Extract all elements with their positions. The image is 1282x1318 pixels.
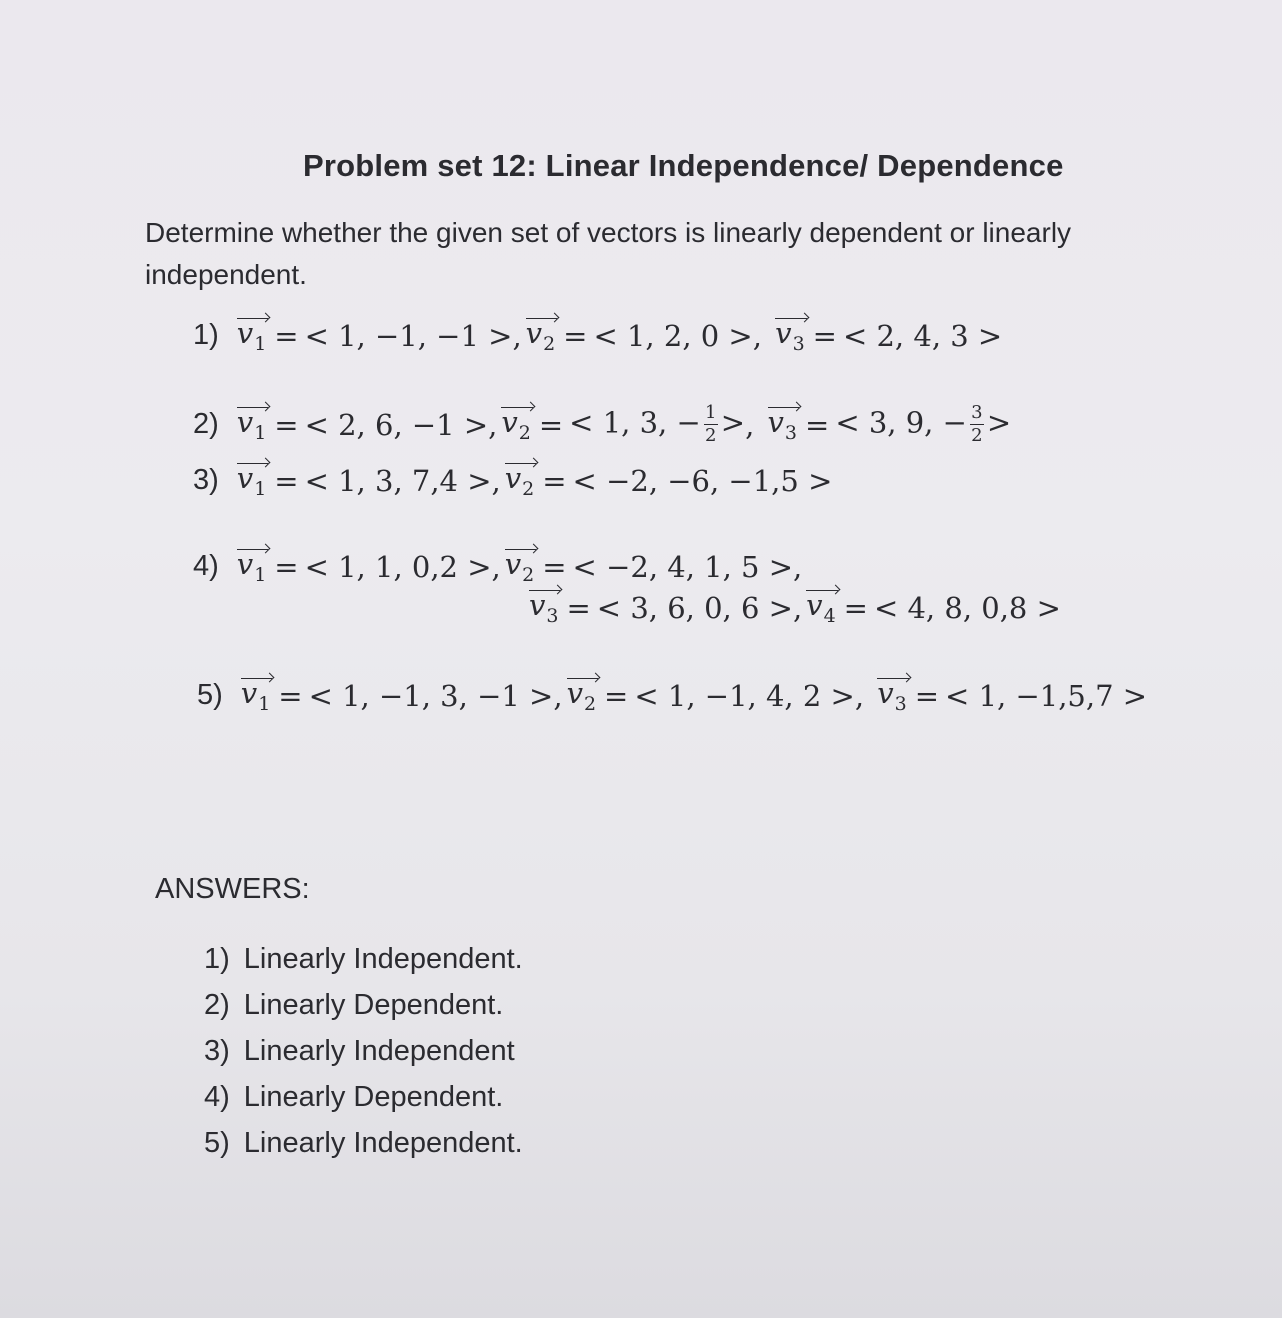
- vector-v2-symbol: $v_2$: [504, 547, 535, 586]
- vector-v2-symbol: $v_2$: [504, 461, 535, 500]
- fraction: $\frac{1}{2}$: [705, 402, 717, 446]
- vector-v1-symbol: $v_1$: [236, 461, 267, 500]
- answer-item: [204, 936, 523, 982]
- instruction-text: Determine whether the given set of vectors is linearly dependent or linearly independent.: [145, 217, 1072, 290]
- answer-text: Linearly Independent.: [243, 1127, 523, 1159]
- answer-number: 3): [204, 1035, 230, 1067]
- vector-v2-symbol: $v_2$: [525, 316, 556, 355]
- vector-v1-value: < 2, 6, −1 >: [304, 407, 489, 442]
- answer-text: Linearly Independent: [243, 1035, 515, 1067]
- vector-v3-value: < 1, −1,5,7 >: [945, 678, 1148, 713]
- vector-v3-symbol: $v_3$: [877, 676, 907, 715]
- vector-v2-value: < −2, 4, 1, 5 >: [572, 549, 793, 584]
- vector-v2-symbol: $v_2$: [501, 405, 531, 444]
- problem-number: 5): [197, 679, 223, 711]
- vector-v2-value: < 1, 3, − $\frac{1}{2}$ >: [569, 402, 746, 446]
- problem-5: 5) $v_1$ = < 1, −1, 3, −1 > , $v_2$ = < 1, −1, 4, 2 > , $v_3$ = < 1, −1,5,7 >: [197, 676, 1148, 715]
- vector-v2-value: < 1, −1, 4, 2 >: [634, 678, 855, 713]
- vector-v3-symbol: $v_3$: [767, 405, 797, 444]
- answer-text: Linearly Independent.: [243, 943, 523, 975]
- problem-number: 4): [193, 550, 219, 582]
- vector-v3-symbol: $v_3$: [775, 316, 805, 355]
- vector-v1-value: < 1, −1, −1 >: [304, 318, 513, 353]
- answer-item: [204, 1120, 523, 1166]
- vector-v1-value: < 1, 1, 0,2 >: [304, 549, 492, 584]
- answer-text: Linearly Dependent.: [243, 989, 504, 1021]
- problem-4: 4) $v_1$ = < 1, 1, 0,2 > , $v_2$ = < −2, 4, 1, 5 > ,: [193, 547, 803, 586]
- vector-v1-symbol: $v_1$: [236, 547, 267, 586]
- problem-4-continued: $v_3$ = < 3, 6, 0, 6 > , $v_4$ = < 4, 8, 0,8 >: [529, 588, 1061, 627]
- vector-v2-value: < 1, 2, 0 >: [593, 318, 753, 353]
- vector-v4-value: < 4, 8, 0,8 >: [873, 590, 1061, 625]
- fraction: $\frac{3}{2}$: [971, 402, 983, 446]
- answer-item: [204, 1074, 523, 1120]
- vector-v1-value: < 1, 3, 7,4 >: [304, 463, 492, 498]
- vector-v3-symbol: $v_3$: [529, 588, 559, 627]
- vector-v4-symbol: $v_4$: [806, 588, 836, 627]
- answer-number: 1): [204, 943, 230, 975]
- problem-number: 2): [193, 408, 219, 440]
- answer-list: [204, 936, 523, 1166]
- answer-item: [204, 982, 523, 1028]
- vector-v3-value: < 2, 4, 3 >: [842, 318, 1003, 353]
- vector-v2-value: < −2, −6, −1,5 >: [572, 463, 833, 498]
- problem-2: 2) $v_1$ = < 2, 6, −1 > , $v_2$ = < 1, 3, − $\frac{1}{2}$ > , $v_3$ = < 3, 9, − $\frac{3}{2}$ >: [193, 402, 1012, 446]
- vector-v1-symbol: $v_1$: [236, 316, 267, 355]
- answer-number: 5): [204, 1127, 230, 1159]
- answer-number: 4): [204, 1081, 230, 1113]
- problem-number: 3): [193, 464, 219, 496]
- vector-v3-value: < 3, 9, − $\frac{3}{2}$ >: [835, 402, 1012, 446]
- answer-text: Linearly Dependent.: [243, 1081, 504, 1113]
- answer-item: [204, 1028, 523, 1074]
- problem-1: 1) $v_1$ = < 1, −1, −1 > , $v_2$ = < 1, 2, 0 > , $v_3$ = < 2, 4, 3 >: [193, 316, 1003, 355]
- answer-number: 2): [204, 989, 230, 1021]
- page-title: Problem set 12: Linear Independence/ Dependence: [303, 148, 1064, 183]
- vector-v1-symbol: $v_1$: [236, 405, 267, 444]
- problem-number: 1): [193, 319, 219, 351]
- vector-v1-value: < 1, −1, 3, −1 >: [308, 678, 554, 713]
- vector-v1-symbol: $v_1$: [240, 676, 271, 715]
- vector-v2-symbol: $v_2$: [566, 676, 597, 715]
- vector-v3-value: < 3, 6, 0, 6 >: [596, 590, 793, 625]
- problem-3: 3) $v_1$ = < 1, 3, 7,4 > , $v_2$ = < −2, −6, −1,5 >: [193, 461, 833, 500]
- answers-heading: ANSWERS:: [155, 873, 310, 905]
